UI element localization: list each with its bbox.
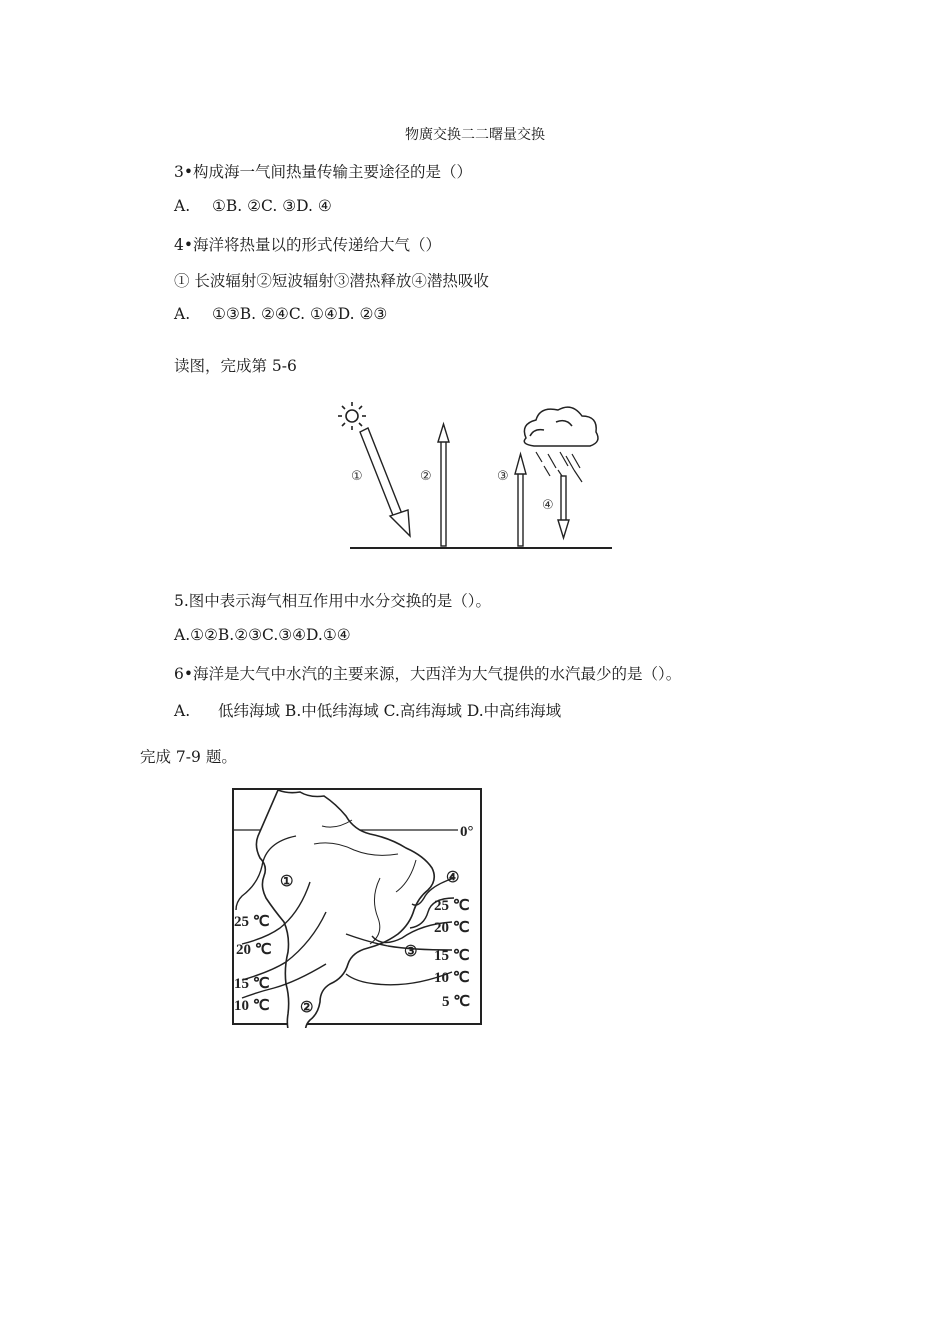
question-4-options [174, 305, 387, 323]
region-label-2: ② [300, 1000, 314, 1016]
question-5-stem: 5.图中表示海气相互作用中水分交换的是（）。 [174, 592, 492, 610]
label-2: ② [420, 469, 432, 484]
options-text: ①B. ②C. ③D. ④ [212, 197, 332, 215]
question-3-options [174, 197, 332, 215]
page-title: 物廣交换二二曙量交换 [405, 127, 545, 143]
east-isotherm-15: 15 ℃ [434, 948, 470, 964]
rain-icon [536, 452, 582, 482]
option-label: A. [174, 702, 191, 720]
region-label-1: ① [280, 874, 294, 890]
east-isotherm-25: 25 ℃ [434, 898, 470, 914]
sun-icon [338, 402, 366, 430]
question-3-stem: 3•构成海一气间热量传输主要途径的是（） [174, 163, 473, 181]
question-4-stem: 4•海洋将热量以的形式传递给大气（） [174, 236, 442, 254]
question-6-options [174, 699, 561, 721]
east-isotherm-20: 20 ℃ [434, 920, 470, 936]
instruction-5-6: 读图，完成第 5-6 [174, 357, 297, 375]
arrow-4 [558, 476, 569, 538]
arrow-1 [360, 428, 410, 536]
west-isotherm-25: 25 ℃ [234, 914, 270, 930]
instruction-7-9: 完成 7-9 题。 [140, 748, 237, 766]
options-text: 低纬海域 B.中低纬海域 C.高纬海域 D.中高纬海域 [218, 702, 562, 720]
west-isotherm-20: 20 ℃ [236, 942, 272, 958]
east-isotherm-5: 5 ℃ [442, 994, 471, 1010]
region-label-4: ④ [446, 870, 460, 886]
label-1: ① [351, 469, 363, 484]
options-text: ①③B. ②④C. ①④D. ②③ [212, 305, 388, 323]
label-3: ③ [497, 469, 509, 484]
question-6-stem: 6•海洋是大气中水汽的主要来源，大西洋为大气提供的水汽最少的是（）。 [174, 665, 682, 683]
west-isotherm-15: 15 ℃ [234, 976, 270, 992]
arrow-3 [515, 454, 526, 546]
arrow-2 [438, 424, 449, 546]
west-isotherm-10: 10 ℃ [234, 998, 270, 1014]
option-label: A. [174, 197, 191, 215]
equator-label: 0° [460, 824, 474, 840]
region-label-3: ③ [404, 944, 418, 960]
option-label: A. [174, 305, 191, 323]
question-5-options: A.①②B.②③C.③④D.①④ [174, 626, 351, 644]
isotherm-map [230, 786, 486, 1028]
exchange-diagram [330, 396, 620, 556]
east-isotherm-10: 10 ℃ [434, 970, 470, 986]
label-4: ④ [542, 498, 554, 513]
cloud-icon [524, 407, 598, 446]
question-4-choices: ① 长波辐射②短波辐射③潜热释放④潜热吸收 [174, 272, 489, 290]
